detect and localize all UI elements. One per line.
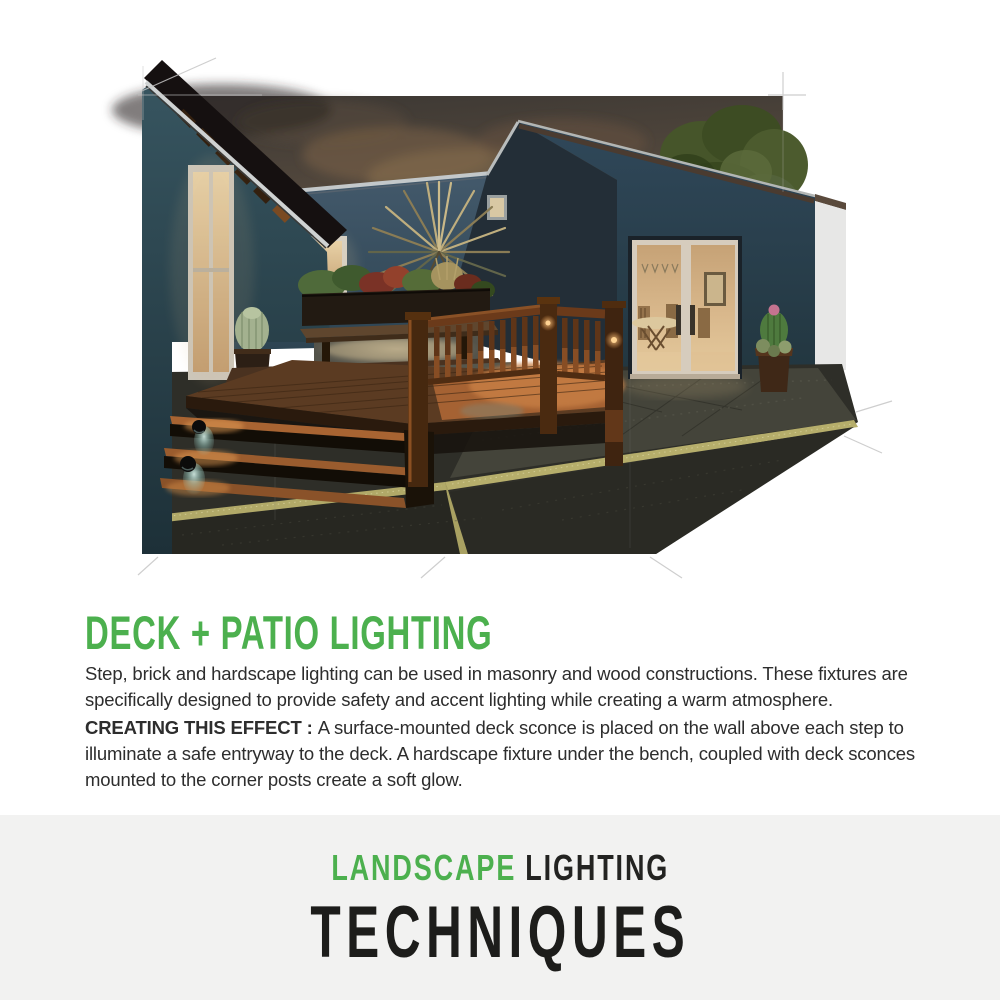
newel-post	[405, 312, 431, 487]
deck-render-illustration	[142, 80, 860, 572]
brand-landscape: LANDSCAPE	[331, 847, 516, 888]
effect-label: CREATING THIS EFFECT :	[85, 717, 313, 738]
footer-title: TECHNIQUES	[310, 892, 690, 973]
intro-paragraph: Step, brick and hardscape lighting can be used in masonry and wood constructions. These fixtures are specifically designed to provide safety and accent lighting while creating a warm atmosphere.	[85, 663, 908, 710]
deck-sconce-light	[546, 321, 551, 326]
side-page-panel	[815, 194, 846, 374]
cactus-flower	[769, 305, 780, 316]
patio-double-doors	[628, 236, 742, 379]
footer-banner	[0, 815, 1000, 1000]
right-post-with-sconce	[602, 301, 626, 466]
corner-post-with-sconce	[537, 297, 560, 434]
effect-paragraph	[85, 715, 937, 793]
deck-sconce-light	[611, 337, 617, 343]
door-handle	[676, 305, 681, 335]
brand-line	[0, 847, 1000, 889]
door-handle	[690, 305, 695, 335]
effect-body: A surface-mounted deck sconce is placed on the wall above each step to illuminate a safe entryway to the deck. A hardscape fixture under the bench, coupled with deck sconces mounted to the corner posts create a soft glow.	[85, 717, 916, 790]
section-title: DECK + PATIO LIGHTING	[85, 606, 493, 659]
brand-lighting: LIGHTING	[524, 847, 669, 888]
